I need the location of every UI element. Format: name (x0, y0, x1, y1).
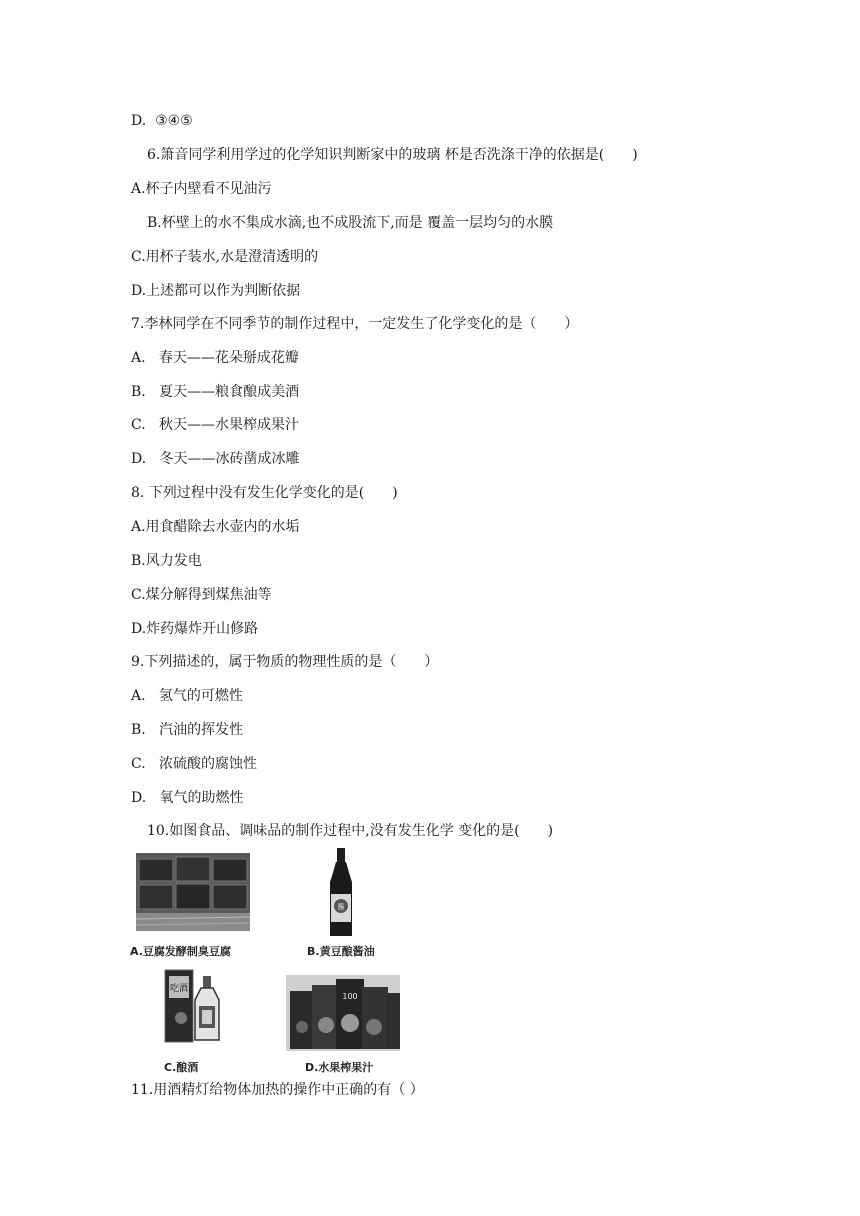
caption-d: D.水果榨果汁 (305, 1061, 374, 1074)
question-8: 8. 下列过程中没有发生化学变化的是( ) (131, 485, 398, 501)
juice-image (286, 975, 400, 1051)
soy-sauce-bottle-image (320, 848, 362, 938)
option-7c: C. 秋天——水果榨成果汁 (131, 417, 300, 433)
question-10: 10.如图食品、调味品的制作过程中,没有发生化学 变化的是( ) (147, 823, 554, 839)
question-6: 6.箫音同学利用学过的化学知识判断家中的玻璃 杯是否洗涤干净的依据是( ) (147, 147, 638, 163)
caption-c: C.酿酒 (164, 1061, 199, 1074)
option-8c: C.煤分解得到煤焦油等 (131, 587, 272, 603)
liquor-image (161, 968, 225, 1044)
option-6d: D.上述都可以作为判断依据 (131, 283, 301, 299)
question-9: 9.下列描述的，属于物质的物理性质的是（ ） (131, 654, 439, 670)
caption-a: A.豆腐发酵制臭豆腐 (130, 945, 231, 958)
option-8a: A.用食醋除去水壶内的水垢 (131, 519, 300, 535)
option-8b: B.风力发电 (131, 553, 202, 569)
option-9d: D. 氧气的助燃性 (131, 790, 244, 806)
box-label: 吃酒 (169, 984, 189, 994)
tofu-image (136, 853, 250, 931)
option-7a: A. 春天——花朵掰成花瓣 (131, 350, 299, 366)
option-9b: B. 汽油的挥发性 (131, 722, 244, 738)
option-7b: B. 夏天——粮食酿成美酒 (131, 384, 300, 400)
juice-label: 100 (342, 992, 358, 1001)
option-6b: B.杯壁上的水不集成水滴,也不成股流下,而是 覆盖一层均匀的水膜 (147, 215, 554, 231)
bottle-label: 酱 (337, 903, 345, 911)
option-9c: C. 浓硫酸的腐蚀性 (131, 756, 258, 772)
option-7d: D. 冬天——冰砖凿成冰雕 (131, 451, 300, 467)
option-8d: D.炸药爆炸开山修路 (131, 621, 259, 637)
option-9a: A. 氢气的可燃性 (131, 688, 243, 704)
question-11: 11.用酒精灯给物体加热的操作中正确的有（ ） (131, 1082, 424, 1098)
option-5d: D. ③④⑤ (131, 113, 193, 129)
option-6a: A.杯子内壁看不见油污 (131, 181, 272, 197)
caption-b: B.黄豆酿酱油 (307, 945, 375, 958)
option-6c: C.用杯子装水,水是澄清透明的 (131, 249, 319, 265)
question-7: 7.李林同学在不同季节的制作过程中，一定发生了化学变化的是（ ） (131, 316, 579, 332)
